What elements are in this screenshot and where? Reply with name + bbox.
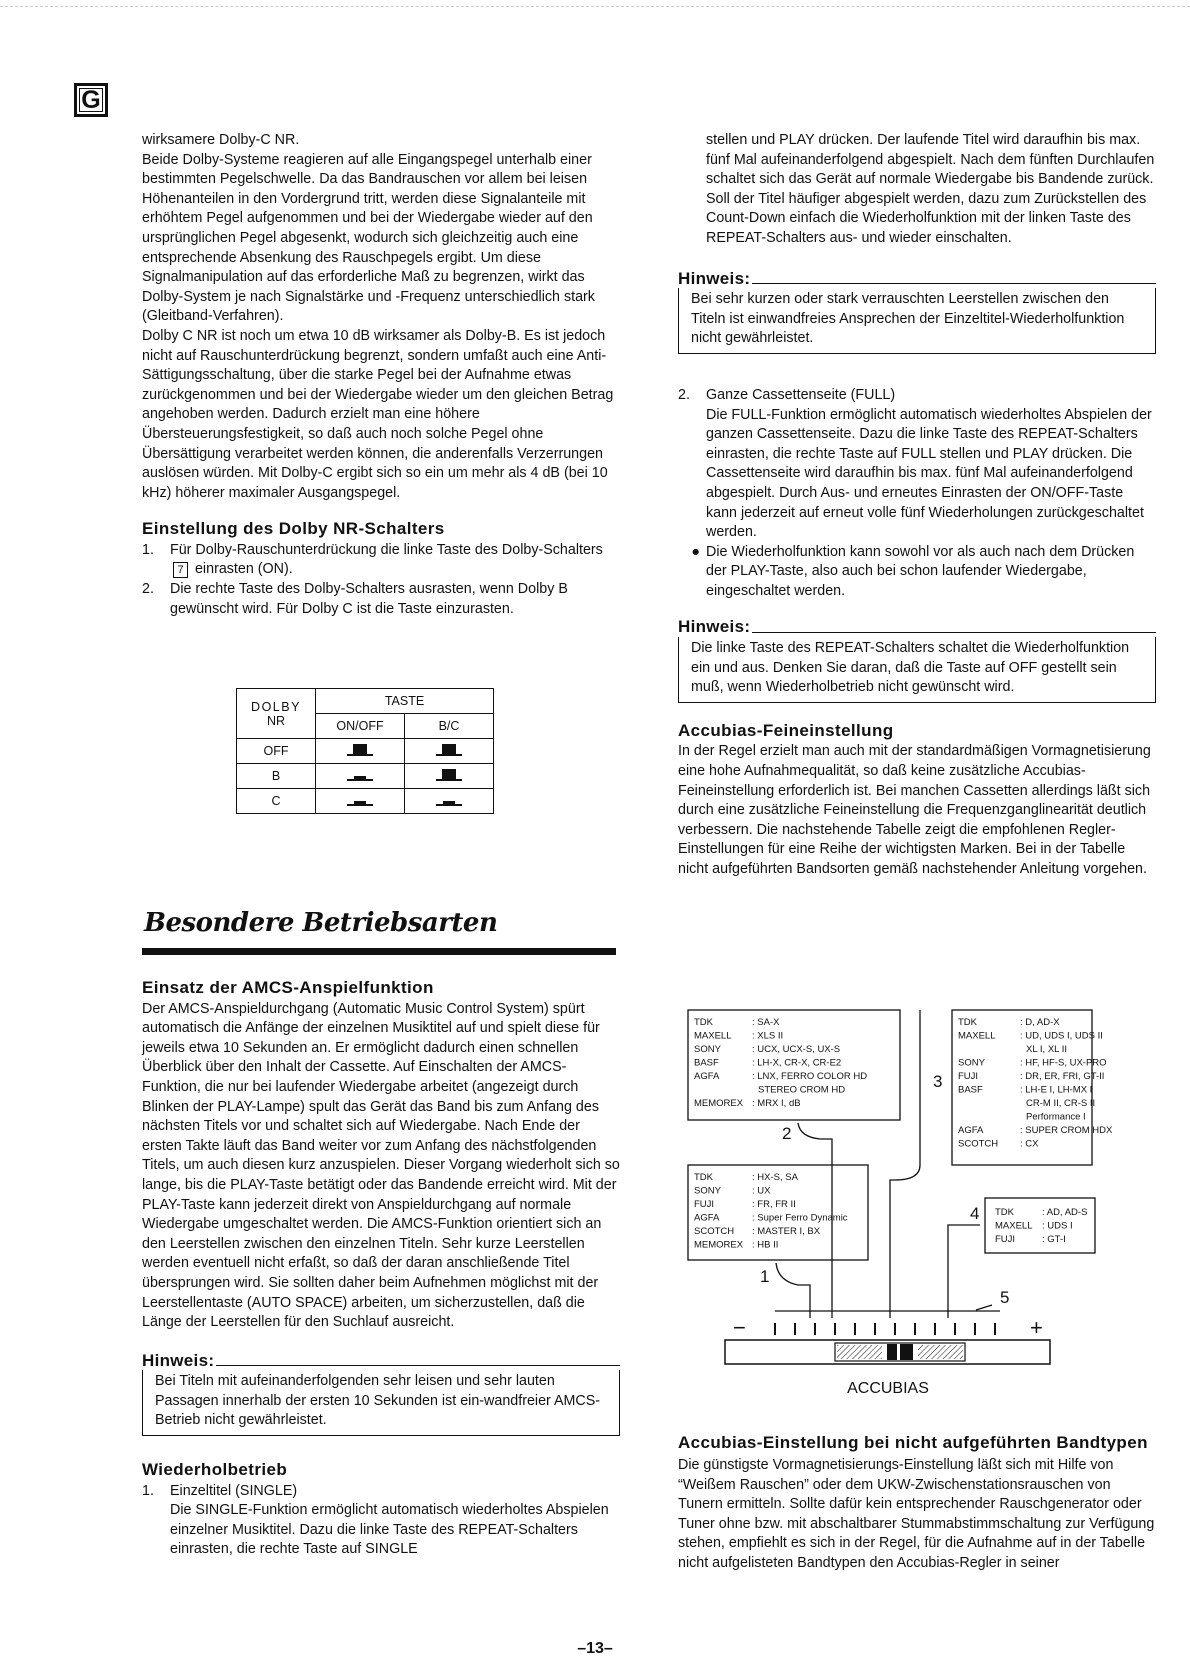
item-number: 1.	[142, 1482, 154, 1499]
position-2-label: 2	[782, 1124, 792, 1143]
position-4-label: 4	[970, 1204, 980, 1223]
unlisted-paragraph: Die günstigste Vormagnetisierungs-Einstellung läßt sich mit Hilfe von “Weißem Rauschen” oder dem UKW-Zwischenstationsrauschen von Tunern ermitteln. Sollte dafür kein entsprechender Rauschgenerator oder Tuner ohne bzw. mit abschaltbarer Stummabstimmschaltung zur Verfügung stehen, empfiehlt es sich in der Regel, für die Aufnahme auf in der Tabelle nicht aufgelisteten Bandtypen den Accubias-Regler in seiner	[678, 1457, 1155, 1571]
tape-types: : HF, HF-S, UX-PRO	[1020, 1057, 1107, 1069]
note-text: Bei sehr kurzen oder stark verrauschten Leerstellen zwischen den Titeln ist einwandfreies Ansprechen der Einzeltitel-Wiederholfunktion nicht gewährleistet.	[678, 288, 1156, 354]
bullet-icon: ●	[691, 543, 700, 560]
step-text: Für Dolby-Rauschunterdrückung die linke Taste des Dolby-Schalters	[170, 541, 603, 558]
tape-brand: TDK	[958, 1017, 977, 1028]
section-title: Besondere Betriebsarten	[144, 908, 498, 938]
accubias-label: ACCUBIAS	[847, 1380, 929, 1397]
tape-brand: FUJI	[995, 1234, 1016, 1245]
tape-types: : MRX I, dB	[752, 1098, 801, 1109]
note-box	[678, 269, 1156, 354]
tape-types: : LH-X, CR-X, CR-E2	[752, 1057, 842, 1069]
full-item-text: Die FULL-Funktion ermöglicht automatisch wiederholtes Abspielen der ganzen Cassettenseite. Dazu die linke Taste des REPEAT-Schalters einrasten, die rechte Taste auf FULL stellen und PLAY drücken. Die Cassettenseite wird daraufhin bis max. fünf Mal aufeinanderfolgend abgespielt. Durch Aus- und erneutes Einrasten der ON/OFF-Taste kann jederzeit auf erneut volle fünf Wiederholungen zurückgeschaltet werden.	[706, 406, 1152, 541]
table-header-dolby	[237, 689, 316, 739]
note-text: Die linke Taste des REPEAT-Schalters schaltet die Wiederholfunktion ein und aus. Denken Sie daran, daß die Taste auf OFF gestellt sein muß, wenn Wiederholbetrieb nicht gewünscht wird.	[678, 637, 1156, 703]
note-box	[678, 617, 1156, 702]
bc-pressed-marker	[405, 739, 494, 764]
tape-brand: FUJI	[958, 1071, 979, 1082]
tape-brand: SCOTCH	[958, 1138, 999, 1150]
tape-types: : SA-X	[752, 1017, 780, 1028]
tape-brand: MAXELL	[958, 1030, 996, 1042]
tape-types: Performance I	[1026, 1111, 1086, 1123]
intro-paragraph: Beide Dolby-Systeme reagieren auf alle Eingangspegel unterhalb einer bestimmten Pegelschwelle. Da das Bandrauschen vor allem bei leisen Höhenanteilen in den Vordergrund tritt, werden diese Signalanteile mit erhöhtem Pegel aufgenommen und bei der Wiedergabe wieder auf den ursprünglichen Pegel abgesenkt, wodurch sich gleichzeitig auch eine entsprechende Absenkung des Rauschpegels ergibt. Um diese Signalmanipulation auf das erforderliche Maß zu begrenzen, wirkt das Dolby-System je nach Signalstärke und -Frequenz unterschiedlich stark (Gleitband-Verfahren).	[142, 151, 595, 325]
slider-knob-line	[897, 1344, 900, 1360]
tape-brand: TDK	[995, 1207, 1014, 1218]
scan-border	[0, 6, 1190, 7]
tape-types: STEREO CROM HD	[758, 1084, 846, 1096]
right-column-bottom	[678, 1432, 1156, 1574]
tape-brand: MEMOREX	[694, 1098, 744, 1109]
tape-types: : Super Ferro Dynamic	[752, 1212, 848, 1224]
tape-brand: BASF	[958, 1084, 983, 1096]
note-title: Hinweis:	[142, 1350, 215, 1370]
tape-types: : HB II	[752, 1239, 779, 1251]
tape-types: : UDS I	[1042, 1220, 1073, 1232]
table-header-taste: TASTE	[316, 689, 494, 714]
plus-label: +	[1030, 1315, 1043, 1340]
left-column-top	[142, 131, 620, 619]
tape-types: : CX	[1020, 1138, 1039, 1150]
tape-brand: AGFA	[958, 1125, 984, 1136]
position-5-label: 5	[1000, 1288, 1010, 1307]
tape-types: : LH-E I, LH-MX I	[1020, 1084, 1093, 1096]
position-1-label: 1	[760, 1267, 770, 1286]
tape-brand: AGFA	[694, 1071, 720, 1082]
table-row	[237, 764, 494, 789]
note-title: Hinweis:	[678, 617, 751, 637]
table-row	[237, 789, 494, 814]
table-row	[237, 739, 494, 764]
section-rule	[142, 948, 616, 955]
tape-types: : GT-I	[1042, 1234, 1066, 1245]
position-3-label: 3	[933, 1072, 943, 1091]
right-column-top	[678, 131, 1156, 880]
tape-types: : AD, AD-S	[1042, 1207, 1088, 1218]
step-number: 1.	[142, 541, 154, 558]
dolby-table	[236, 688, 494, 814]
amcs-paragraph: Der AMCS-Anspieldurchgang (Automatic Music Control System) spürt automatisch die Anfänge der einzelnen Musiktitel auf und spielt diese für jeweils etwa 10 Sekunden an. Er ermöglicht dadurch einen schnellen Überblick über den Inhalt der Cassette. Auf Einschalten der AMCS-Funktion, die nur bei laufender Wiedergabe arbeitet (angezeigt durch Blinken der PLAY-Lampe) spult das Gerät das Band bis zum Anfang des nächsten Titels vor und schaltet sich auf Wiedergabe. Nach Ende der ersten Takte läuft das Band weiter vor zum Anfang des nächstfolgenden Titels, um auch diesen kurz anzuspielen. Dieser Vorgang wiederholt sich so lange, bis die PLAY-Taste betätigt oder das Bandende erreicht wird. Mit der PLAY-Taste kann jederzeit direkt von Anspieldurchgang auf normale Wiedergabe umgeschaltet werden. Die AMCS-Funktion orientiert sich an den Leerstellen zwischen den einzelnen Titeln. Sehr kurze Leerstellen werden eventuell nicht erfaßt, so daß der daran anschließende Titel übersprungen wird. Sie sollten daher beim Aufnehmen möglichst mit der Leerstellentaste (AUTO SPACE) arbeiten, um sicherzustellen, daß die Länge der Leerstellen für den Suchlauf ausreicht.	[142, 1000, 620, 1331]
tape-brand: MAXELL	[995, 1220, 1033, 1232]
tape-brand: FUJI	[694, 1199, 715, 1210]
header-nr: NR	[266, 713, 286, 728]
repeat-item-text: Die SINGLE-Funktion ermöglicht automatisch wiederholtes Abspielen einzelner Musiktitel. Dazu die linke Taste des REPEAT-Schalters einrasten, die rechte Taste auf SINGLE	[170, 1502, 609, 1558]
table-header-bc: B/C	[405, 714, 494, 739]
tape-types: XL I, XL II	[1026, 1044, 1068, 1055]
item-number: 2.	[678, 386, 690, 403]
tape-brand: SONY	[694, 1044, 721, 1055]
page-number: –13–	[577, 1640, 613, 1657]
tape-types: : UCX, UCX-S, UX-S	[752, 1044, 841, 1055]
tape-types: : MASTER I, BX	[752, 1226, 821, 1237]
repeat-heading: Wiederholbetrieb	[142, 1460, 288, 1480]
onoff-released-marker	[316, 764, 405, 789]
note-text: Bei Titeln mit aufeinanderfolgenden sehr leisen und sehr lauten Passagen innerhalb der ersten 10 Sekunden ist ein-wandfreier AMCS-Betrieb nicht gewährleistet.	[142, 1370, 620, 1436]
tape-types: : HX-S, SA	[752, 1172, 798, 1183]
key-number-badge: 7	[173, 562, 188, 578]
tape-brand: MAXELL	[694, 1030, 732, 1042]
tape-brand: BASF	[694, 1057, 719, 1069]
onoff-released-marker	[316, 789, 405, 814]
tape-brand: SCOTCH	[694, 1226, 735, 1237]
language-badge: G	[74, 83, 108, 117]
minus-label: −	[733, 1315, 746, 1340]
tape-types: : FR, FR II	[752, 1199, 796, 1210]
tape-brand: SONY	[958, 1057, 985, 1069]
tape-brand: TDK	[694, 1172, 713, 1183]
accubias-diagram	[680, 1005, 1113, 1397]
onoff-pressed-marker	[316, 739, 405, 764]
bullet-item	[678, 543, 1156, 602]
intro-paragraph: wirksamere Dolby-C NR.	[142, 132, 300, 148]
note-box	[142, 1351, 620, 1436]
step-text: Die rechte Taste des Dolby-Schalters ausrasten, wenn Dolby B gewünscht wird. Für Dolby C ist die Taste einzurasten.	[170, 581, 568, 617]
tape-types: : DR, ER, FRI, GT-II	[1020, 1071, 1105, 1082]
tape-brand: TDK	[694, 1017, 713, 1028]
accubias-heading: Accubias-Feineinstellung	[678, 720, 894, 740]
dolby-step	[142, 580, 620, 619]
note-title: Hinweis:	[678, 268, 751, 288]
step-text-end: einrasten (ON).	[194, 561, 293, 578]
item-label: Einzeltitel (SINGLE)	[170, 1482, 298, 1499]
row-label: B	[237, 764, 316, 789]
tape-brand: SONY	[694, 1185, 721, 1197]
tape-types: : UD, UDS I, UDS II	[1020, 1030, 1103, 1042]
slider-hatch-right	[918, 1345, 963, 1359]
step-number: 2.	[142, 581, 154, 598]
intro-paragraph: Dolby C NR ist noch um etwa 10 dB wirksamer als Dolby-B. Es ist jedoch nicht auf Rauschunterdrückung begrenzt, sondern umfaßt auch eine Anti-Sättigungsschaltung, über die starke Pegel bei der Aufnahme etwas zurückgenommen und bei der Wiedergabe wieder um den gleichen Betrag angehoben werden. Dadurch erzielt man eine höhere Übersteuerungsfestigkeit, so daß auch noch solche Pegel ohne Übersättigung verarbeitet werden können, die anderenfalls Verzerrungen auslösen würden. Mit Dolby-C ergibt sich so ein um mehr als 4 dB (bei 10 kHz) höherer maximaler Ausgangspegel.	[142, 327, 614, 501]
tape-types: : D, AD-X	[1020, 1017, 1060, 1028]
amcs-heading: Einsatz der AMCS-Anspielfunktion	[142, 978, 434, 997]
bc-released-marker	[405, 789, 494, 814]
table-header-onoff: ON/OFF	[316, 714, 405, 739]
tape-types: : XLS II	[752, 1030, 784, 1042]
row-label: C	[237, 789, 316, 814]
tape-types: : LNX, FERRO COLOR HD	[752, 1071, 868, 1082]
dolby-step	[142, 541, 620, 580]
row-label: OFF	[237, 739, 316, 764]
tape-types: CR-M II, CR-S II	[1026, 1098, 1096, 1109]
item-label: Ganze Cassettenseite (FULL)	[706, 386, 896, 403]
bc-pressed-marker	[405, 764, 494, 789]
left-column-bottom	[142, 978, 620, 1560]
tape-types: : SUPER CROM HDX	[1020, 1125, 1113, 1136]
header-dolby: DOLBY	[251, 699, 301, 714]
tape-types: : UX	[752, 1185, 771, 1197]
dolby-heading: Einstellung des Dolby NR-Schalters	[142, 519, 445, 539]
full-item	[678, 386, 1156, 406]
slider-hatch-left	[837, 1345, 882, 1359]
tape-brand: AGFA	[694, 1212, 720, 1224]
tape-brand: MEMOREX	[694, 1239, 744, 1251]
continued-paragraph: stellen und PLAY drücken. Der laufende Titel wird daraufhin bis max. fünf Mal aufeinanderfolgend abgespielt. Nach dem fünften Durchlaufen schaltet sich das Gerät auf normale Wiedergabe bis Bandende zurück. Soll der Titel häufiger abgespielt werden, dazu zum Zurückstellen des Count-Down einfach die Wiederholfunktion mit der linken Taste des REPEAT-Schalters aus- und wieder einschalten.	[706, 132, 1155, 246]
repeat-item	[142, 1482, 620, 1502]
scale-ticks	[775, 1323, 995, 1335]
bullet-text: Die Wiederholfunktion kann sowohl vor als auch nach dem Drücken der PLAY-Taste, also auch bei schon laufender Wiedergabe, eingeschaltet werden.	[706, 543, 1135, 599]
unlisted-heading: Accubias-Einstellung bei nicht aufgeführten Bandtypen	[678, 1433, 1148, 1452]
accubias-paragraph: In der Regel erzielt man auch mit der standardmäßigen Vormagnetisierung eine hohe Aufnahmequalität, so daß keine zusätzliche Accubias-Feineinstellung erforderlich ist. Bei manchen Cassetten allerdings läßt sich durch eine zusätzliche Feineinstellung die Frequenzganglinearität deutlich verbessern. Die nachstehende Tabelle zeigt die empfohlenen Regler-Einstellungen für eine Reihe der wichtigsten Marken. Bei in der Tabelle nicht aufgeführten Bandsorten gemäß nachstehender Anleitung vorgehen.	[678, 743, 1151, 877]
